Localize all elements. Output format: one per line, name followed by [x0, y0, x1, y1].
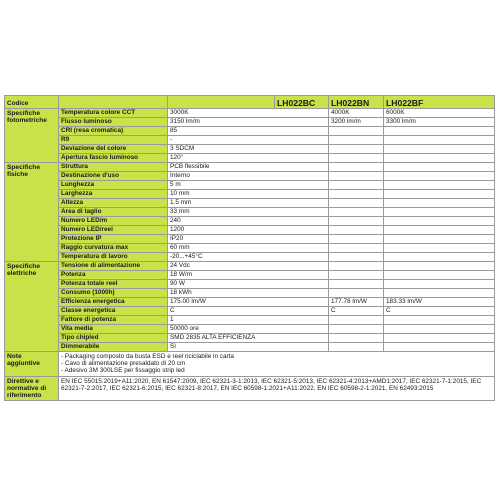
- spec-label: Destinazione d'uso: [59, 172, 168, 181]
- header-row: [5, 96, 495, 109]
- spec-row: [5, 154, 495, 163]
- spec-row: [5, 334, 495, 343]
- spec-value: [384, 262, 495, 271]
- header-code-label: Codice: [5, 96, 59, 109]
- spec-row: [5, 118, 495, 127]
- spec-row: [5, 298, 495, 307]
- spec-value: IP20: [168, 235, 329, 244]
- spec-label: Temperatura di lavoro: [59, 253, 168, 262]
- product-code: LH022BF: [384, 96, 495, 109]
- spec-row: [5, 127, 495, 136]
- spec-row: [5, 316, 495, 325]
- spec-value: [329, 235, 384, 244]
- spec-value: 3000K: [168, 109, 329, 118]
- spec-row: [5, 181, 495, 190]
- spec-value: 3 SDCM: [168, 145, 329, 154]
- notes-text: [59, 352, 495, 377]
- spec-value: [329, 343, 384, 352]
- spec-value: C: [329, 307, 384, 316]
- spec-value: [384, 127, 495, 136]
- spec-row: [5, 190, 495, 199]
- spec-value: [329, 163, 384, 172]
- spec-value: [384, 181, 495, 190]
- spec-label: Protezione IP: [59, 235, 168, 244]
- spec-value: 90 W: [168, 280, 329, 289]
- spec-label: Tipo chipled: [59, 334, 168, 343]
- note-line: - Adesivo 3M 300LSE per fissaggio strip led: [61, 367, 185, 375]
- spec-label: Efficienza energetica: [59, 298, 168, 307]
- spec-value: [329, 181, 384, 190]
- spec-value: [384, 280, 495, 289]
- spec-label: Fattore di potenza: [59, 316, 168, 325]
- spec-value: 3200 lm/m: [329, 118, 384, 127]
- spec-value: [329, 316, 384, 325]
- spec-value: [329, 325, 384, 334]
- spec-row: [5, 226, 495, 235]
- spec-value: 85: [168, 127, 329, 136]
- spec-label: Altezza: [59, 199, 168, 208]
- spec-value: [329, 280, 384, 289]
- directives-row: [5, 376, 495, 400]
- spec-value: [329, 334, 384, 343]
- spec-label: Lunghezza: [59, 181, 168, 190]
- spec-value: SMD 2835 ALTA EFFICIENZA: [168, 334, 329, 343]
- product-code: LH022BC: [275, 96, 329, 109]
- spec-label: Larghezza: [59, 190, 168, 199]
- note-line: - Packaging composto da busta ESD e reel riciclabile in carta: [61, 353, 234, 360]
- spec-label: Apertura fascio luminoso: [59, 154, 168, 163]
- spec-row: [5, 244, 495, 253]
- spec-value: -20...+45°C: [168, 253, 329, 262]
- spec-value: [329, 172, 384, 181]
- spec-label: Deviazione del colore: [59, 145, 168, 154]
- spec-value: [329, 127, 384, 136]
- spec-value: PCB flessibile: [168, 163, 329, 172]
- spec-value: [384, 271, 495, 280]
- spec-row: [5, 208, 495, 217]
- spec-row: [5, 217, 495, 226]
- spec-value: [329, 208, 384, 217]
- spec-value: 183.33 lm/W: [384, 298, 495, 307]
- spec-value: 50000 ore: [168, 325, 329, 334]
- spec-label: Flusso luminoso: [59, 118, 168, 127]
- spec-value: [329, 145, 384, 154]
- spec-value: 4000K: [329, 109, 384, 118]
- spec-label: Tensione di alimentazione: [59, 262, 168, 271]
- spec-value: [384, 244, 495, 253]
- spec-value: [329, 244, 384, 253]
- spec-row: [5, 163, 495, 172]
- spec-value: [384, 190, 495, 199]
- notes-row: [5, 352, 495, 377]
- spec-value: 3300 lm/m: [384, 118, 495, 127]
- spec-value: [384, 154, 495, 163]
- spec-value: [329, 226, 384, 235]
- spec-value: 5 m: [168, 181, 329, 190]
- header-blank: [59, 96, 168, 109]
- spec-row: [5, 172, 495, 181]
- spec-value: [384, 325, 495, 334]
- header-blank: [168, 96, 275, 109]
- spec-value: 24 Vdc: [168, 262, 329, 271]
- section-label-direttive: Direttive e normative di riferimento: [5, 376, 59, 400]
- spec-value: [384, 343, 495, 352]
- directives-text: EN IEC 55015:2019+A11:2020, EN 61547:2009, IEC 62321-3-1:2013, IEC 62321-5:2013, IEC 62321-4:2013+AMD1:2017, IEC 62321-7-1:2015, IEC 62321-7-2:2017, IEC 62321-6:2015, IEC 62321-8:2017, EN IEC 60598-1:2021+A11:2022, EN IEC 60598-2-1:2021, EN 62493:2015: [59, 376, 495, 400]
- spec-value: 60 mm: [168, 244, 329, 253]
- spec-value: -: [168, 136, 329, 145]
- spec-value: 10 mm: [168, 190, 329, 199]
- spec-value: 1: [168, 316, 329, 325]
- section-label-fotometriche: Specifiche fotometriche: [5, 109, 59, 163]
- spec-value: [384, 226, 495, 235]
- spec-value: [329, 253, 384, 262]
- spec-value: [384, 208, 495, 217]
- spec-value: 1200: [168, 226, 329, 235]
- spec-row: [5, 289, 495, 298]
- product-code: LH022BN: [329, 96, 384, 109]
- spec-value: [329, 199, 384, 208]
- spec-row: [5, 280, 495, 289]
- spec-value: [329, 217, 384, 226]
- spec-value: [384, 316, 495, 325]
- spec-value: [384, 253, 495, 262]
- spec-row: [5, 145, 495, 154]
- spec-value: [329, 190, 384, 199]
- spec-row: [5, 199, 495, 208]
- spec-value: 240: [168, 217, 329, 226]
- spec-row: [5, 343, 495, 352]
- spec-label: Vita media: [59, 325, 168, 334]
- spec-value: Sì: [168, 343, 329, 352]
- spec-label: Numero LED/reel: [59, 226, 168, 235]
- spec-value: 33 mm: [168, 208, 329, 217]
- section-label-note: Note aggiuntive: [5, 352, 59, 377]
- spec-value: [384, 199, 495, 208]
- spec-label: Area di taglio: [59, 208, 168, 217]
- spec-value: [384, 172, 495, 181]
- spec-label: R9: [59, 136, 168, 145]
- spec-row: [5, 262, 495, 271]
- spec-row: [5, 109, 495, 118]
- spec-value: [384, 163, 495, 172]
- spec-value: 120°: [168, 154, 329, 163]
- spec-value: [329, 289, 384, 298]
- spec-label: CRI (resa cromatica): [59, 127, 168, 136]
- spec-value: 18 W/m: [168, 271, 329, 280]
- spec-value: [384, 145, 495, 154]
- spec-label: Raggio curvatura max: [59, 244, 168, 253]
- spec-row: [5, 253, 495, 262]
- spec-label: Potenza totale reel: [59, 280, 168, 289]
- spec-value: 18 kWh: [168, 289, 329, 298]
- spec-value: [384, 289, 495, 298]
- spec-value: [329, 271, 384, 280]
- spec-table: [4, 95, 495, 401]
- spec-value: Interno: [168, 172, 329, 181]
- spec-value: [329, 262, 384, 271]
- spec-value: [384, 235, 495, 244]
- spec-value: 6000K: [384, 109, 495, 118]
- spec-label: Dimmerabile: [59, 343, 168, 352]
- spec-value: [329, 154, 384, 163]
- spec-value: 3150 lm/m: [168, 118, 329, 127]
- spec-value: [384, 217, 495, 226]
- spec-value: C: [168, 307, 329, 316]
- spec-label: Consumo (1000h): [59, 289, 168, 298]
- spec-label: Temperatura colore CCT: [59, 109, 168, 118]
- spec-value: 1.5 mm: [168, 199, 329, 208]
- spec-table-body: [5, 96, 495, 401]
- spec-value: 175.00 lm/W: [168, 298, 329, 307]
- spec-value: [384, 136, 495, 145]
- spec-label: Numero LED/m: [59, 217, 168, 226]
- spec-label: Struttura: [59, 163, 168, 172]
- spec-row: [5, 235, 495, 244]
- spec-row: [5, 307, 495, 316]
- spec-label: Potenza: [59, 271, 168, 280]
- spec-row: [5, 325, 495, 334]
- note-line: - Cavo di alimentazione presaldato di 20 cm: [61, 360, 186, 368]
- spec-row: [5, 136, 495, 145]
- spec-value: [329, 136, 384, 145]
- spec-value: C: [384, 307, 495, 316]
- spec-value: 177.78 lm/W: [329, 298, 384, 307]
- spec-value: [384, 334, 495, 343]
- section-label-elettriche: Specifiche elettriche: [5, 262, 59, 352]
- spec-label: Classe energetica: [59, 307, 168, 316]
- spec-row: [5, 271, 495, 280]
- section-label-fisiche: Specifiche fisiche: [5, 163, 59, 262]
